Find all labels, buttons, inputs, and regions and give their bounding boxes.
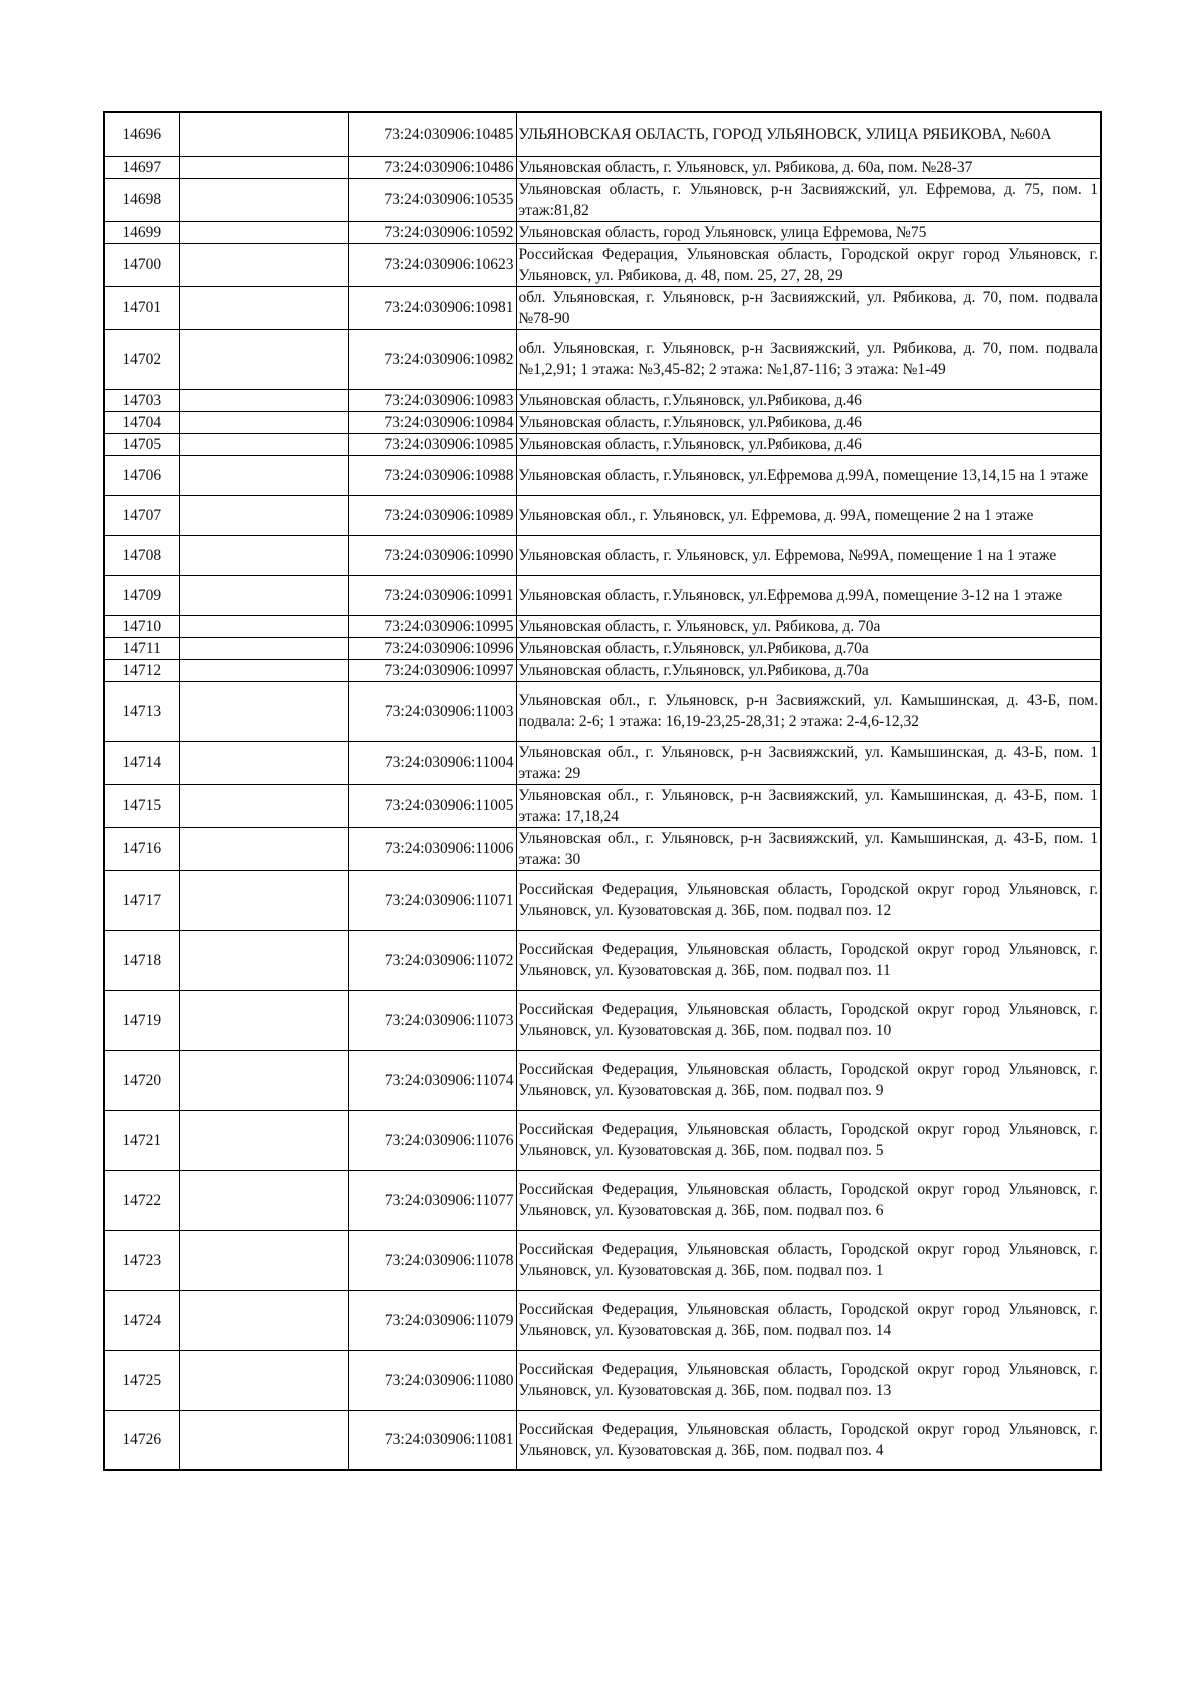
address-cell: Ульяновская обл., г. Ульяновск, ул. Ефремова, д. 99А, помещение 2 на 1 этаже <box>516 495 1101 535</box>
empty-cell <box>179 495 348 535</box>
table-row <box>104 1050 1101 1110</box>
empty-cell <box>179 827 348 870</box>
cadastral-number: 73:24:030906:10485 <box>348 112 516 156</box>
cadastral-number: 73:24:030906:10984 <box>348 411 516 433</box>
empty-cell <box>179 615 348 637</box>
cadastral-number: 73:24:030906:10997 <box>348 659 516 681</box>
empty-cell <box>179 329 348 389</box>
cadastral-number: 73:24:030906:11080 <box>348 1350 516 1410</box>
cadastral-number: 73:24:030906:11076 <box>348 1110 516 1170</box>
address-cell: Ульяновская обл., г. Ульяновск, р-н Засвияжский, ул. Камышинская, д. 43-Б, пом. подвала: 2-6; 1 этажа: 16,19-23,25-28,31; 2 этажа: 2-4,6-12,32 <box>516 681 1101 741</box>
address-cell: Ульяновская обл., г. Ульяновск, р-н Засвияжский, ул. Камышинская, д. 43-Б, пом. 1 этажа: 29 <box>516 741 1101 784</box>
table-row <box>104 243 1101 286</box>
address-cell: Ульяновская область, г.Ульяновск, ул.Ефремова д.99А, помещение 13,14,15 на 1 этаже <box>516 455 1101 495</box>
address-cell: Ульяновская область, город Ульяновск, улица Ефремова, №75 <box>516 221 1101 243</box>
table-row <box>104 112 1101 156</box>
empty-cell <box>179 1050 348 1110</box>
table-row <box>104 990 1101 1050</box>
address-cell: Ульяновская область, г.Ульяновск, ул.Рябикова, д.46 <box>516 411 1101 433</box>
row-number: 14713 <box>104 681 179 741</box>
table-row <box>104 389 1101 411</box>
cadastral-number: 73:24:030906:11004 <box>348 741 516 784</box>
cadastral-number: 73:24:030906:11003 <box>348 681 516 741</box>
empty-cell <box>179 1170 348 1230</box>
empty-cell <box>179 221 348 243</box>
row-number: 14720 <box>104 1050 179 1110</box>
cadastral-number: 73:24:030906:10535 <box>348 178 516 221</box>
table-row <box>104 575 1101 615</box>
row-number: 14711 <box>104 637 179 659</box>
table-row <box>104 1350 1101 1410</box>
row-number: 14699 <box>104 221 179 243</box>
cadastral-number: 73:24:030906:10981 <box>348 286 516 329</box>
cadastral-number: 73:24:030906:10623 <box>348 243 516 286</box>
cadastral-number: 73:24:030906:11081 <box>348 1410 516 1470</box>
table-row <box>104 495 1101 535</box>
address-cell: Ульяновская область, г.Ульяновск, ул.Ефремова д.99А, помещение 3-12 на 1 этаже <box>516 575 1101 615</box>
row-number: 14708 <box>104 535 179 575</box>
address-cell: Российская Федерация, Ульяновская область, Городской округ город Ульяновск, г. Ульяновск, ул. Кузоватовская д. 36Б, пом. подвал поз. 10 <box>516 990 1101 1050</box>
row-number: 14706 <box>104 455 179 495</box>
row-number: 14703 <box>104 389 179 411</box>
address-cell: Ульяновская область, г. Ульяновск, ул. Рябикова, д. 60а, пом. №28-37 <box>516 156 1101 178</box>
address-cell: Ульяновская область, г.Ульяновск, ул.Рябикова, д.70а <box>516 637 1101 659</box>
row-number: 14717 <box>104 870 179 930</box>
address-cell: Ульяновская область, г. Ульяновск, ул. Рябикова, д. 70а <box>516 615 1101 637</box>
empty-cell <box>179 156 348 178</box>
row-number: 14721 <box>104 1110 179 1170</box>
empty-cell <box>179 681 348 741</box>
row-number: 14710 <box>104 615 179 637</box>
empty-cell <box>179 1110 348 1170</box>
empty-cell <box>179 930 348 990</box>
row-number: 14697 <box>104 156 179 178</box>
table-row <box>104 329 1101 389</box>
table-row <box>104 827 1101 870</box>
table-row <box>104 1410 1101 1470</box>
address-cell: Ульяновская обл., г. Ульяновск, р-н Засвияжский, ул. Камышинская, д. 43-Б, пом. 1 этажа: 30 <box>516 827 1101 870</box>
empty-cell <box>179 455 348 495</box>
table-row <box>104 156 1101 178</box>
row-number: 14719 <box>104 990 179 1050</box>
empty-cell <box>179 1230 348 1290</box>
table-row <box>104 433 1101 455</box>
row-number: 14707 <box>104 495 179 535</box>
empty-cell <box>179 535 348 575</box>
row-number: 14698 <box>104 178 179 221</box>
row-number: 14704 <box>104 411 179 433</box>
empty-cell <box>179 741 348 784</box>
cadastral-number: 73:24:030906:11073 <box>348 990 516 1050</box>
table-row <box>104 455 1101 495</box>
cadastral-number: 73:24:030906:11077 <box>348 1170 516 1230</box>
address-cell: Российская Федерация, Ульяновская область, Городской округ город Ульяновск, г. Ульяновск, ул. Кузоватовская д. 36Б, пом. подвал поз. 6 <box>516 1170 1101 1230</box>
empty-cell <box>179 243 348 286</box>
row-number: 14712 <box>104 659 179 681</box>
address-cell: Российская Федерация, Ульяновская область, Городской округ город Ульяновск, г. Ульяновск, ул. Рябикова, д. 48, пом. 25, 27, 28, 29 <box>516 243 1101 286</box>
row-number: 14723 <box>104 1230 179 1290</box>
cadastral-number: 73:24:030906:11005 <box>348 784 516 827</box>
empty-cell <box>179 1410 348 1470</box>
address-cell: Российская Федерация, Ульяновская область, Городской округ город Ульяновск, г. Ульяновск, ул. Кузоватовская д. 36Б, пом. подвал поз. 1 <box>516 1230 1101 1290</box>
address-cell: Российская Федерация, Ульяновская область, Городской округ город Ульяновск, г. Ульяновск, ул. Кузоватовская д. 36Б, пом. подвал поз. 14 <box>516 1290 1101 1350</box>
row-number: 14696 <box>104 112 179 156</box>
table-row <box>104 615 1101 637</box>
cadastral-number: 73:24:030906:10985 <box>348 433 516 455</box>
property-registry-table <box>103 111 1102 1471</box>
table-row <box>104 411 1101 433</box>
row-number: 14716 <box>104 827 179 870</box>
table-row <box>104 1170 1101 1230</box>
empty-cell <box>179 389 348 411</box>
address-cell: Российская Федерация, Ульяновская область, Городской округ город Ульяновск, г. Ульяновск, ул. Кузоватовская д. 36Б, пом. подвал поз. 4 <box>516 1410 1101 1470</box>
address-cell: Российская Федерация, Ульяновская область, Городской округ город Ульяновск, г. Ульяновск, ул. Кузоватовская д. 36Б, пом. подвал поз. 12 <box>516 870 1101 930</box>
cadastral-number: 73:24:030906:10990 <box>348 535 516 575</box>
empty-cell <box>179 1350 348 1410</box>
address-cell: Ульяновская область, г. Ульяновск, ул. Ефремова, №99А, помещение 1 на 1 этаже <box>516 535 1101 575</box>
cadastral-number: 73:24:030906:11078 <box>348 1230 516 1290</box>
empty-cell <box>179 286 348 329</box>
empty-cell <box>179 1290 348 1350</box>
table-row <box>104 870 1101 930</box>
empty-cell <box>179 178 348 221</box>
empty-cell <box>179 659 348 681</box>
row-number: 14718 <box>104 930 179 990</box>
address-cell: Ульяновская область, г.Ульяновск, ул.Рябикова, д.70а <box>516 659 1101 681</box>
empty-cell <box>179 411 348 433</box>
row-number: 14705 <box>104 433 179 455</box>
empty-cell <box>179 637 348 659</box>
empty-cell <box>179 112 348 156</box>
registry-body <box>104 112 1101 1470</box>
address-cell: Ульяновская область, г.Ульяновск, ул.Рябикова, д.46 <box>516 389 1101 411</box>
cadastral-number: 73:24:030906:10988 <box>348 455 516 495</box>
cadastral-number: 73:24:030906:11072 <box>348 930 516 990</box>
cadastral-number: 73:24:030906:11074 <box>348 1050 516 1110</box>
cadastral-number: 73:24:030906:10989 <box>348 495 516 535</box>
address-cell: Российская Федерация, Ульяновская область, Городской округ город Ульяновск, г. Ульяновск, ул. Кузоватовская д. 36Б, пом. подвал поз. 9 <box>516 1050 1101 1110</box>
row-number: 14714 <box>104 741 179 784</box>
cadastral-number: 73:24:030906:10982 <box>348 329 516 389</box>
table-row <box>104 535 1101 575</box>
table-row <box>104 741 1101 784</box>
row-number: 14700 <box>104 243 179 286</box>
address-cell: Ульяновская обл., г. Ульяновск, р-н Засвияжский, ул. Камышинская, д. 43-Б, пом. 1 этажа: 17,18,24 <box>516 784 1101 827</box>
table-row <box>104 637 1101 659</box>
address-cell: Ульяновская область, г. Ульяновск, р-н Засвияжский, ул. Ефремова, д. 75, пом. 1 этаж:81,82 <box>516 178 1101 221</box>
row-number: 14701 <box>104 286 179 329</box>
cadastral-number: 73:24:030906:11006 <box>348 827 516 870</box>
cadastral-number: 73:24:030906:10995 <box>348 615 516 637</box>
row-number: 14724 <box>104 1290 179 1350</box>
empty-cell <box>179 575 348 615</box>
table-row <box>104 1110 1101 1170</box>
row-number: 14715 <box>104 784 179 827</box>
address-cell: УЛЬЯНОВСКАЯ ОБЛАСТЬ, ГОРОД УЛЬЯНОВСК, УЛИЦА РЯБИКОВА, №60А <box>516 112 1101 156</box>
cadastral-number: 73:24:030906:10983 <box>348 389 516 411</box>
table-row <box>104 286 1101 329</box>
address-cell: Ульяновская область, г.Ульяновск, ул.Рябикова, д.46 <box>516 433 1101 455</box>
address-cell: обл. Ульяновская, г. Ульяновск, р-н Засвияжский, ул. Рябикова, д. 70, пом. подвала №78-90 <box>516 286 1101 329</box>
cadastral-number: 73:24:030906:10991 <box>348 575 516 615</box>
row-number: 14722 <box>104 1170 179 1230</box>
table-row <box>104 659 1101 681</box>
cadastral-number: 73:24:030906:10486 <box>348 156 516 178</box>
cadastral-number: 73:24:030906:11079 <box>348 1290 516 1350</box>
table-row <box>104 1290 1101 1350</box>
row-number: 14725 <box>104 1350 179 1410</box>
table-row <box>104 178 1101 221</box>
row-number: 14702 <box>104 329 179 389</box>
empty-cell <box>179 433 348 455</box>
row-number: 14726 <box>104 1410 179 1470</box>
table-row <box>104 221 1101 243</box>
cadastral-number: 73:24:030906:11071 <box>348 870 516 930</box>
address-cell: Российская Федерация, Ульяновская область, Городской округ город Ульяновск, г. Ульяновск, ул. Кузоватовская д. 36Б, пом. подвал поз. 5 <box>516 1110 1101 1170</box>
address-cell: Российская Федерация, Ульяновская область, Городской округ город Ульяновск, г. Ульяновск, ул. Кузоватовская д. 36Б, пом. подвал поз. 13 <box>516 1350 1101 1410</box>
table-row <box>104 784 1101 827</box>
table-row <box>104 1230 1101 1290</box>
table-row <box>104 930 1101 990</box>
empty-cell <box>179 990 348 1050</box>
table-row <box>104 681 1101 741</box>
cadastral-number: 73:24:030906:10592 <box>348 221 516 243</box>
empty-cell <box>179 784 348 827</box>
address-cell: Российская Федерация, Ульяновская область, Городской округ город Ульяновск, г. Ульяновск, ул. Кузоватовская д. 36Б, пом. подвал поз. 11 <box>516 930 1101 990</box>
empty-cell <box>179 870 348 930</box>
cadastral-number: 73:24:030906:10996 <box>348 637 516 659</box>
row-number: 14709 <box>104 575 179 615</box>
address-cell: обл. Ульяновская, г. Ульяновск, р-н Засвияжский, ул. Рябикова, д. 70, пом. подвала №1,2,91; 1 этажа: №3,45-82; 2 этажа: №1,87-116; 3 этажа: №1-49 <box>516 329 1101 389</box>
